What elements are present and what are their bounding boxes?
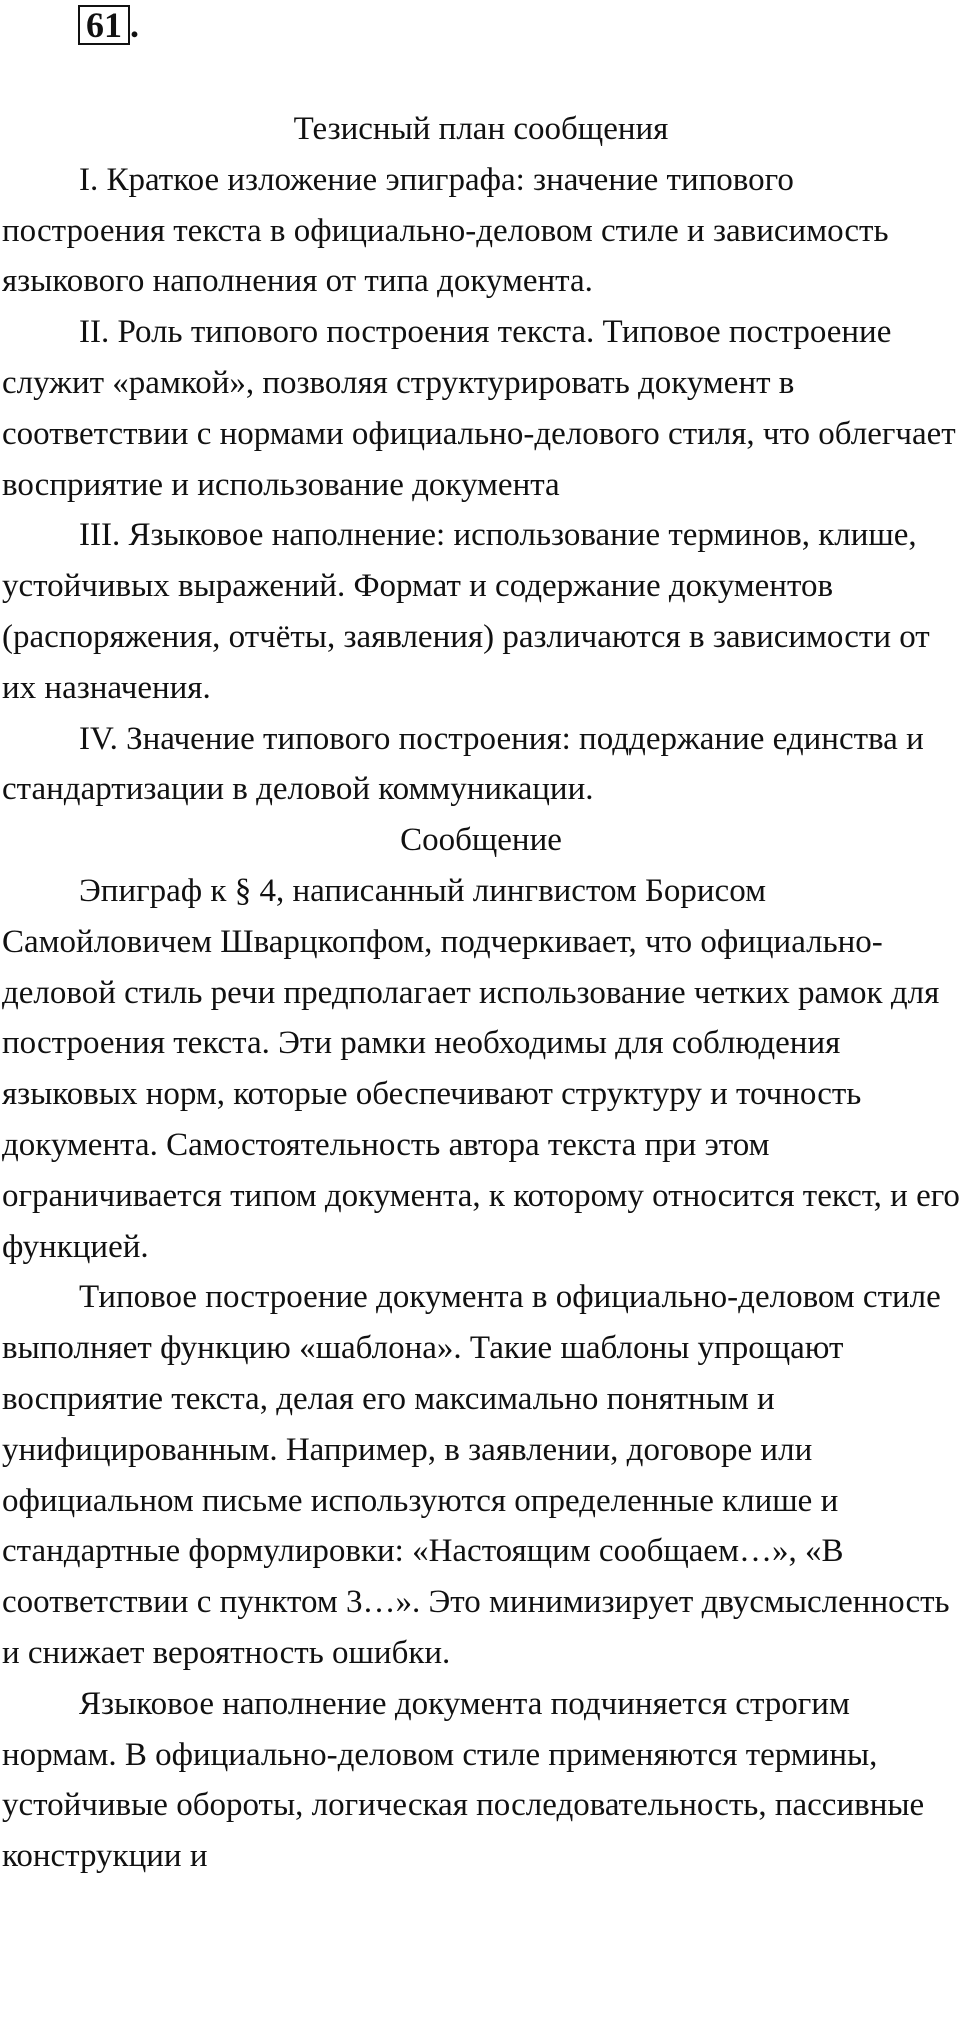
task-number: 61: [78, 5, 130, 45]
plan-point-3: III. Языковое наполнение: использование терминов, клише, устойчивых выражений. Формат и содержание документов (распоряжения, отчёты, заявления) различаются в зависимости от их назначения.: [2, 517, 930, 706]
message-paragraph-3: Языковое наполнение документа подчиняется строгим нормам. В официально-деловом стиле применяются термины, устойчивые обороты, логическая последовательность, пассивные конструкции и: [2, 1685, 925, 1875]
document-body: [2, 104, 960, 1882]
message-paragraph-1: Эпиграф к § 4, написанный лингвистом Борисом Самойловичем Шварцкопфом, подчеркивает, что официально-деловой стиль речи предполагает использование четких рамок для построения текста. Эти рамки необходимы для соблюдения языковых норм, которые обеспечивают структуру и точность документа. Самостоятельность автора текста при этом ограничивается типом документа, к которому относится текст, и его функцией.: [2, 872, 960, 1265]
task-number-dot: .: [130, 5, 139, 45]
plan-point-4: IV. Значение типового построения: поддержание единства и стандартизации в деловой коммуникации.: [2, 720, 924, 808]
plan-point-2: II. Роль типового построения текста. Типовое построение служит «рамкой», позволяя структурировать документ в соответствии с нормами официально-делового стиля, что облегчает восприятие и использование документа: [2, 314, 956, 503]
message-heading: Сообщение: [400, 822, 562, 859]
message-paragraph-2: Типовое построение документа в официально-деловом стиле выполняет функцию «шаблона». Такие шаблоны упрощают восприятие текста, делая его максимально понятным и унифицированным. Например, в заявлении, договоре или официальном письме используются определенные клише и стандартные формулировки: «Настоящим сообщаем…», «В соответствии с пунктом 3…». Это минимизирует двусмысленность и снижает вероятность ошибки.: [2, 1279, 950, 1671]
task-number-block: [78, 5, 139, 45]
plan-heading: Тезисный план сообщения: [293, 111, 669, 147]
plan-point-1: I. Краткое изложение эпиграфа: значение типового построения текста в официально-деловом стиле и зависимость языкового наполнения от типа документа.: [2, 161, 889, 300]
